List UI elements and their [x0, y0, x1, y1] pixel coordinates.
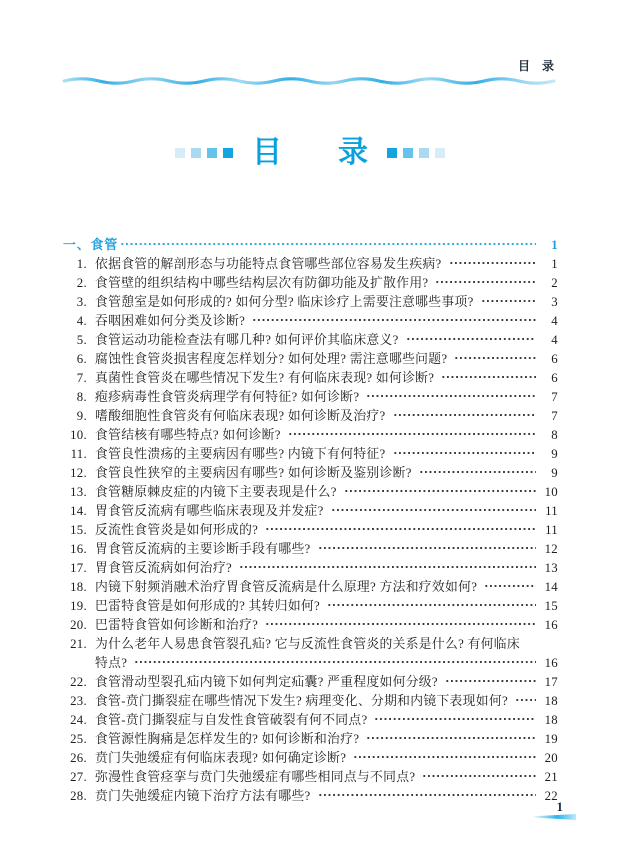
toc-item-page: 10	[544, 485, 558, 499]
toc-item-number: 22.	[70, 675, 87, 689]
dot-leader	[366, 390, 536, 402]
dot-leader	[366, 732, 536, 744]
dot-leader	[449, 257, 537, 269]
toc-item-page: 21	[544, 770, 558, 784]
toc-item-number: 1.	[76, 257, 87, 271]
toc-item-page: 2	[551, 276, 558, 290]
toc-item	[63, 424, 558, 443]
deco-square	[387, 148, 397, 158]
header-wave-line	[61, 74, 557, 88]
toc-item	[63, 348, 558, 367]
deco-square	[435, 148, 445, 158]
dot-leader	[331, 504, 536, 516]
toc-item	[63, 253, 558, 272]
title-deco-squares-left	[172, 148, 236, 158]
dot-leader	[265, 618, 536, 630]
toc-item	[63, 443, 558, 462]
toc-item-number: 10.	[70, 428, 87, 442]
toc-item-number: 4.	[76, 314, 87, 328]
toc-item	[63, 386, 558, 405]
toc-item-text: 食管壁的组织结构中哪些结构层次有防御功能及扩散作用?	[95, 276, 429, 290]
dot-leader	[120, 238, 536, 250]
toc-item	[63, 481, 558, 500]
deco-square	[403, 148, 413, 158]
toc-item	[63, 329, 558, 348]
toc-item	[63, 728, 558, 747]
toc-item-text: 胃食管反流病的主要诊断手段有哪些?	[95, 542, 311, 556]
toc-item-number: 16.	[70, 542, 87, 556]
dot-leader	[318, 542, 536, 554]
toc-item-page: 6	[551, 352, 558, 366]
toc-item-number: 18.	[70, 580, 87, 594]
toc-item-text: 巴雷特食管是如何形成的? 其转归如何?	[95, 599, 321, 613]
dot-leader	[445, 675, 536, 687]
toc-item-page: 11	[545, 504, 558, 518]
toc-item-number: 24.	[70, 713, 87, 727]
toc-item-number: 12.	[70, 466, 87, 480]
deco-square	[191, 148, 201, 158]
toc-item	[63, 633, 558, 652]
toc-item-number: 11.	[70, 447, 87, 461]
dot-leader	[454, 352, 536, 364]
toc-item	[63, 671, 558, 690]
toc-item-page: 9	[551, 447, 558, 461]
toc-item-number: 15.	[70, 523, 87, 537]
dot-leader	[353, 751, 536, 763]
toc-item	[63, 709, 558, 728]
toc-item-page: 7	[551, 390, 558, 404]
toc-item	[63, 557, 558, 576]
toc-item-page: 17	[544, 675, 558, 689]
toc-item-page: 16	[544, 618, 558, 632]
deco-square	[175, 148, 185, 158]
toc-item-page: 8	[551, 428, 558, 442]
dot-leader	[374, 713, 536, 725]
dot-leader	[435, 276, 536, 288]
toc-item-text: 特点?	[95, 656, 128, 670]
toc-item-page: 6	[551, 371, 558, 385]
toc-item-page: 12	[544, 542, 558, 556]
toc-item-number: 20.	[70, 618, 87, 632]
toc-item-page: 11	[545, 523, 558, 537]
title-deco-squares-right	[384, 148, 448, 158]
title-char-1: 目	[252, 136, 282, 169]
toc-item-page: 9	[551, 466, 558, 480]
toc-section-label: 一、食管	[63, 238, 119, 252]
toc-item-page: 4	[551, 314, 558, 328]
toc-item-text: 食管糖原棘皮症的内镜下主要表现是什么?	[95, 485, 337, 499]
toc-item	[63, 690, 558, 709]
toc-item-text: 疱疹病毒性食管炎病理学有何特征? 如何诊断?	[95, 390, 360, 404]
toc-item-page: 1	[551, 257, 558, 271]
toc-item	[63, 785, 558, 804]
toc-item-page: 13	[544, 561, 558, 575]
toc-section-row	[63, 234, 558, 253]
toc-item-page: 3	[551, 295, 558, 309]
dot-leader	[252, 314, 536, 326]
dot-leader	[318, 789, 536, 801]
dot-leader	[344, 485, 536, 497]
footer-page-number: 1	[556, 799, 563, 814]
toc-item-number: 7.	[76, 371, 87, 385]
toc-item-text: 腐蚀性食管炎损害程度怎样划分? 如何处理? 需注意哪些问题?	[95, 352, 448, 366]
footer-swoosh	[534, 814, 576, 820]
toc-item-number: 14.	[70, 504, 87, 518]
toc-item-number: 21.	[70, 637, 87, 651]
dot-leader	[327, 599, 536, 611]
toc-item-continuation	[63, 652, 558, 671]
toc-item-number: 28.	[70, 789, 87, 803]
toc-item-number: 9.	[76, 409, 87, 423]
toc-item-text: 内镜下射频消融术治疗胃食管反流病是什么原理? 方法和疗效如何?	[95, 580, 478, 594]
toc-item-number: 19.	[70, 599, 87, 613]
toc-item-page: 16	[544, 656, 558, 670]
dot-leader	[422, 770, 536, 782]
toc-item-text: 食管良性溃疡的主要病因有哪些? 内镜下有何特征?	[95, 447, 386, 461]
toc-item	[63, 500, 558, 519]
dot-leader	[419, 466, 536, 478]
toc-item	[63, 462, 558, 481]
toc-item-page: 4	[551, 333, 558, 347]
toc-item-number: 27.	[70, 770, 87, 784]
toc-item-text: 真菌性食管炎在哪些情况下发生? 有何临床表现? 如何诊断?	[95, 371, 435, 385]
toc-item-text: 巴雷特食管如何诊断和治疗?	[95, 618, 259, 632]
toc-item-text: 食管良性狭窄的主要病因有哪些? 如何诊断及鉴别诊断?	[95, 466, 412, 480]
toc-item	[63, 747, 558, 766]
toc-item-text: 贲门失弛缓症有何临床表现? 如何确定诊断?	[95, 751, 347, 765]
dot-leader	[393, 409, 537, 421]
toc-item-text: 吞咽困难如何分类及诊断?	[95, 314, 246, 328]
toc-item	[63, 405, 558, 424]
toc-item-text: 食管结核有哪些特点? 如何诊断?	[95, 428, 281, 442]
dot-leader	[481, 295, 536, 307]
toc-item-number: 8.	[76, 390, 87, 404]
toc-list	[63, 234, 558, 804]
toc-item-text: 嗜酸细胞性食管炎有何临床表现? 如何诊断及治疗?	[95, 409, 386, 423]
running-head-title: 目 录	[517, 59, 556, 73]
toc-section-page: 1	[551, 238, 558, 252]
toc-item-text: 胃食管反流病如何治疗?	[95, 561, 232, 575]
toc-item-text: 贲门失弛缓症内镜下治疗方法有哪些?	[95, 789, 311, 803]
toc-item-text: 食管-贲门撕裂症在哪些情况下发生? 病理变化、分期和内镜下表现如何?	[95, 694, 508, 708]
toc-item-text: 食管憩室是如何形成的? 如何分型? 临床诊疗上需要注意哪些事项?	[95, 295, 474, 309]
toc-item-text: 食管运动功能检查法有哪几种? 如何评价其临床意义?	[95, 333, 399, 347]
toc-item	[63, 766, 558, 785]
toc-item-text: 食管滑动型裂孔疝内镜下如何判定疝囊? 严重程度如何分级?	[95, 675, 438, 689]
dot-leader	[265, 523, 536, 535]
dot-leader	[288, 428, 536, 440]
toc-item-page: 18	[544, 694, 558, 708]
toc-item-text: 依据食管的解剖形态与功能特点食管哪些部位容易发生疾病?	[95, 257, 442, 271]
toc-item	[63, 576, 558, 595]
toc-item-number: 17.	[70, 561, 87, 575]
toc-item-text: 反流性食管炎是如何形成的?	[95, 523, 259, 537]
dot-leader	[441, 371, 536, 383]
toc-item	[63, 291, 558, 310]
deco-square	[223, 148, 233, 158]
dot-leader	[393, 447, 537, 459]
toc-item-page: 19	[544, 732, 558, 746]
toc-item	[63, 310, 558, 329]
title-char-2: 录	[338, 136, 368, 169]
toc-item-text: 食管源性胸痛是怎样发生的? 如何诊断和治疗?	[95, 732, 360, 746]
toc-item-page: 7	[551, 409, 558, 423]
dot-leader	[515, 694, 536, 706]
dot-leader	[406, 333, 536, 345]
toc-item-text: 弥漫性食管痉挛与贲门失弛缓症有哪些相同点与不同点?	[95, 770, 416, 784]
toc-item-number: 26.	[70, 751, 87, 765]
page-title	[0, 136, 620, 170]
toc-item-page: 14	[544, 580, 558, 594]
toc-item-number: 23.	[70, 694, 87, 708]
toc-item-text: 胃食管反流病有哪些临床表现及并发症?	[95, 504, 324, 518]
dot-leader	[134, 656, 536, 668]
deco-square	[207, 148, 217, 158]
toc-item-number: 3.	[76, 295, 87, 309]
toc-item-number: 5.	[76, 333, 87, 347]
toc-item-page: 15	[544, 599, 558, 613]
toc-item-number: 13.	[70, 485, 87, 499]
toc-item-page: 20	[544, 751, 558, 765]
toc-item-number: 2.	[76, 276, 87, 290]
toc-item	[63, 519, 558, 538]
dot-leader	[484, 580, 536, 592]
dot-leader	[239, 561, 536, 573]
toc-item	[63, 614, 558, 633]
toc-item	[63, 538, 558, 557]
deco-square	[419, 148, 429, 158]
toc-item-number: 25.	[70, 732, 87, 746]
toc-item	[63, 367, 558, 386]
toc-item-text: 食管-贲门撕裂症与自发性食管破裂有何不同点?	[95, 713, 368, 727]
toc-item	[63, 272, 558, 291]
toc-item	[63, 595, 558, 614]
toc-item-text: 为什么老年人易患食管裂孔疝? 它与反流性食管炎的关系是什么? 有何临床	[95, 637, 520, 651]
wave-line-svg	[61, 74, 557, 88]
toc-item-page: 22	[544, 789, 558, 803]
toc-item-number: 6.	[76, 352, 87, 366]
toc-item-page: 18	[544, 713, 558, 727]
